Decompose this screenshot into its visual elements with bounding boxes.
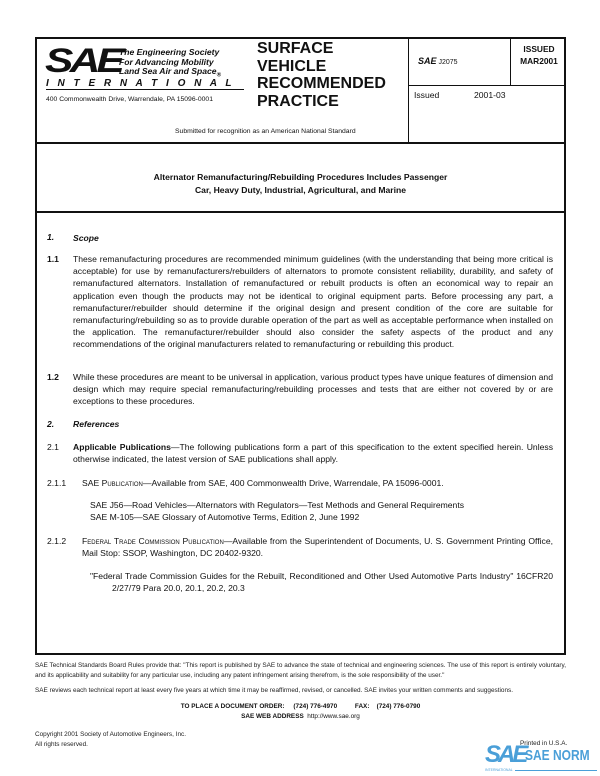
- order-info: [35, 702, 566, 722]
- paragraph: While these procedures are meant to be universal in application, various product types have unique features of dimension and design which may require special remanufacturing/rebuilding processes and tests that are either not covered by or are exceptions to these procedures.: [73, 372, 553, 407]
- section-number: 2.1.1: [47, 478, 67, 488]
- reference-quote: "Federal Trade Commission Guides for the Rebuilt, Reconditioned and Other Used Automotive Parts Industry" 16CFR20 2/27/79 Para 20.0, 20.1, 20.2, 20.3: [90, 571, 553, 594]
- paragraph: [73, 441, 553, 465]
- registered-mark: ®: [216, 72, 222, 79]
- tagline-line: The Engineering Society: [119, 47, 220, 57]
- watermark-logo: SAE: [485, 741, 526, 768]
- standards-board-rules: SAE Technical Standards Board Rules provide that: "This report is published by SAE to advance the state of technical and engineering sciences. The use of this report is entirely voluntary, and its applicability and suitability for any particular use, including any patent infringement arising therefrom, is the sole responsibility of the user.": [35, 662, 566, 679]
- paragraph: These remanufacturing procedures are recommended minimum guidelines (with the understanding that being more critical is acceptable) for use by remanufacturers/rebuilders of alternators to promote consistent reliability, durability, and safety of remanufactured alternators. Installation of remanufactured or rebuilt products is often an economical way to repair an application even though the products may not be identical to original equipment parts. Before processing any part, a remanufacturer/rebuilder should determine if the original design and present condition of the core are suitable for remanufacturing/rebuilding so as to provide durable operation of the part as well as acceptable performance when installed on the application. The remanufacturer/rebuilder should also consider the safety aspects of the product and any recommendations of the original manufacturers related to remanufacturing or rebuilding this product.: [73, 254, 553, 350]
- tagline-line: For Advancing Mobility: [119, 56, 214, 67]
- order-label: TO PLACE A DOCUMENT ORDER:: [180, 703, 285, 710]
- review-note: SAE reviews each technical report at least every five years at which time it may be reaffirmed, revised, or cancelled. SAE invites your written comments and suggestions.: [35, 687, 513, 694]
- section-number: 1.1: [47, 254, 59, 264]
- copyright-text: Copyright 2001 Society of Automotive Engineers, Inc.: [35, 731, 186, 738]
- section-number: 1.: [47, 232, 55, 242]
- divider: [510, 37, 511, 86]
- issued-date: 2001-03: [474, 90, 506, 100]
- issued-label: Issued: [414, 90, 440, 100]
- fax-label: FAX:: [354, 703, 370, 710]
- sae-logo: SAE: [45, 42, 122, 80]
- international-wordmark: I N T E R N A T I O N A L: [46, 78, 244, 90]
- watermark-rule: [515, 770, 597, 771]
- divider: [35, 142, 566, 144]
- section-number: 2.1: [47, 442, 59, 452]
- reference-item: SAE J56—Road Vehicles—Alternators with Regulators—Test Methods and General Requirements: [90, 500, 465, 510]
- section-heading: Scope: [73, 233, 99, 243]
- document-number: [418, 56, 458, 66]
- tagline-line: Land Sea Air and Space: [119, 66, 217, 76]
- title-line: Alternator Remanufacturing/Rebuilding Procedures Includes Passenger: [153, 172, 448, 182]
- doc-type-line: RECOMMENDED: [257, 75, 386, 92]
- section-number: 2.: [47, 419, 55, 429]
- status-date: MAR2001: [520, 55, 558, 66]
- order-phone[interactable]: (724) 776-4970: [293, 703, 338, 710]
- sae-small-logo: SAE: [418, 56, 437, 66]
- reference-list: [90, 499, 464, 523]
- issue-status: [512, 44, 566, 67]
- divider: [35, 211, 566, 213]
- paragraph: [82, 477, 553, 489]
- paragraph-text: —Available from SAE, 400 Commonwealth Drive, Warrendale, PA 15096-0001.: [142, 478, 444, 488]
- status-label: ISSUED: [523, 44, 555, 54]
- subsection-heading: Federal Trade Commission Publication: [82, 536, 224, 546]
- document-title: [35, 171, 566, 196]
- paragraph-text: —The following publications form a part of this specification to the extent specified herein. Unless otherwise indicated, the latest version of SAE publications shall apply.: [73, 442, 553, 465]
- sae-norm-watermark: [485, 743, 600, 776]
- doc-type-line: PRACTICE: [257, 92, 339, 110]
- printed-in: Printed in U.S.A.: [520, 740, 568, 747]
- copyright: [35, 730, 186, 749]
- web-link[interactable]: http://www.sae.org: [307, 713, 360, 720]
- subsection-heading: Applicable Publications: [73, 442, 171, 452]
- paragraph: [82, 535, 553, 559]
- doc-number-text: J2075: [438, 59, 458, 66]
- document-type: [257, 40, 386, 110]
- society-tagline: [119, 48, 221, 81]
- subsection-heading: SAE Publication: [82, 478, 143, 488]
- section-heading: References: [73, 419, 120, 429]
- fax-phone: (724) 776-0790: [376, 703, 421, 710]
- web-label: SAE WEB ADDRESS: [241, 713, 304, 720]
- section-number: 2.1.2: [47, 536, 67, 546]
- title-line: Car, Heavy Duty, Industrial, Agricultural, and Marine: [194, 184, 407, 195]
- rights-text: All rights reserved.: [35, 740, 88, 748]
- doc-type-line: SURFACE: [257, 40, 334, 57]
- divider: [408, 37, 409, 143]
- watermark-sub: INTERNATIONAL: [485, 768, 513, 772]
- sae-address: 400 Commonwealth Drive, Warrendale, PA 15096-0001: [46, 96, 213, 103]
- watermark-text: SAE NORM: [525, 747, 590, 764]
- ansi-note: Submitted for recognition as an American National Standard: [175, 128, 356, 135]
- section-number: 1.2: [47, 372, 59, 382]
- doc-type-line: VEHICLE: [257, 57, 327, 75]
- divider: [408, 85, 566, 86]
- reference-item: SAE M-105—SAE Glossary of Automotive Terms, Edition 2, June 1992: [90, 512, 360, 523]
- paragraph-text: —Available from the Superintendent of Documents, U. S. Government Printing Office, Mail Stop: SSOP, Washington, DC 20402-9320.: [82, 536, 554, 559]
